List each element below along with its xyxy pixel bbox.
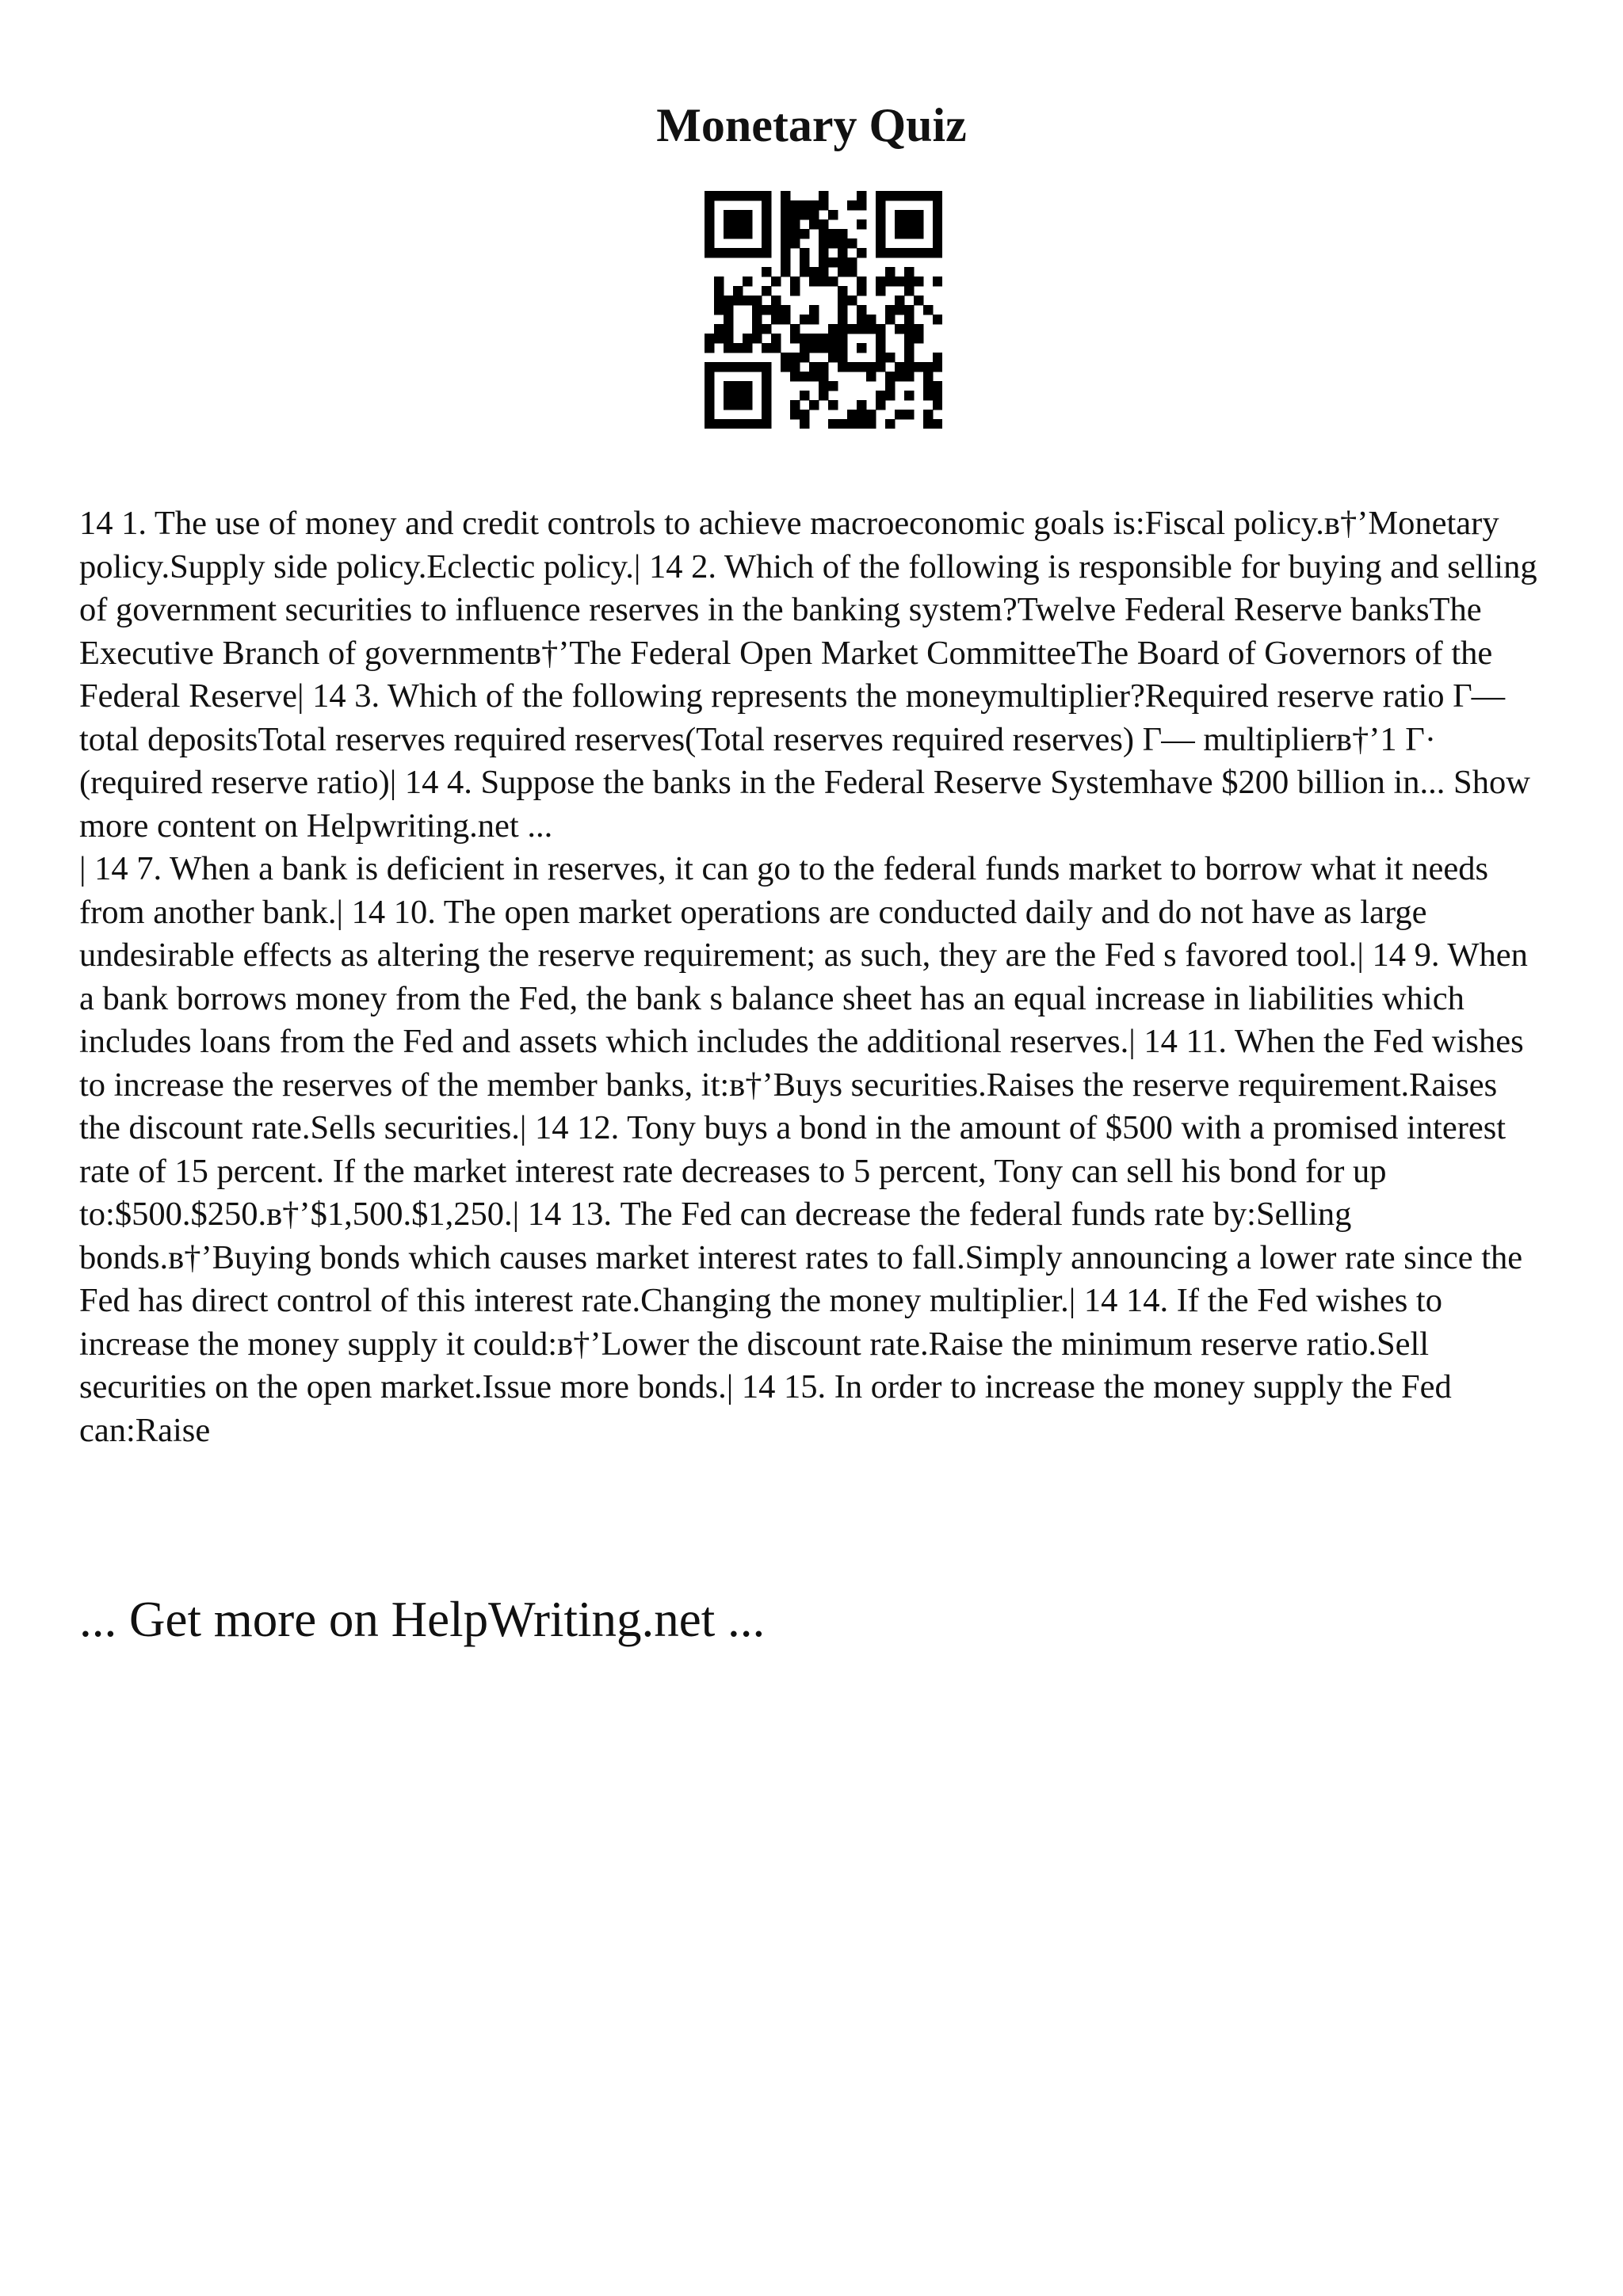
qr-code-icon — [705, 191, 942, 429]
qr-code-graphic — [705, 191, 942, 429]
get-more-link[interactable]: ... Get more on HelpWriting.net ... — [79, 1592, 766, 1647]
paragraph-1: 14 1. The use of money and credit controls to achieve macroeconomic goals is:Fiscal policy.в†’Monetary policy.Supply side policy.Eclectic policy.| 14 2. Which of the following is responsible for buying and selling of government securities to influence reserves in the banking system?Twelve Federal Reserve banksThe Executive Branch of governmentв†’The Federal Open Market CommitteeThe Board of Governors of the Federal Reserve| 14 3. Which of the following represents the moneymultiplier?Required reserve ratio Г— total depositsTotal reserves required reserves(Total reserves required reserves) Г— multiplierв†’1 Г· (required reserve ratio)| 14 4. Suppose the banks in the Federal Reserve Systemhave $200 billion in... Show more content on Helpwriting.net ... — [79, 505, 1537, 845]
paragraph-2: | 14 7. When a bank is deficient in reserves, it can go to the federal funds market to borrow what it needs from another bank.| 14 10. The open market operations are conducted daily and do not have as large undesirable effects as altering the reserve requirement; as such, they are the Fed s favored tool.| 14 9. When a bank borrows money from the Fed, the bank s balance sheet has an equal increase in liabilities which includes loans from the Fed and assets which includes the additional reserves.| 14 11. When the Fed wishes to increase the reserves of the member banks, it:в†’Buys securities.Raises the reserve requirement.Raises the discount rate.Sells securities.| 14 12. Tony buys a bond in the amount of $500 with a promised interest rate of 15 percent. If the market interest rate decreases to 5 percent, Tony can sell his bond for up to:$500.$250.в†’$1,500.$1,250.| 14 13. The Fed can decrease the federal funds rate by:Selling bonds.в†’Buying bonds which causes market interest rates to fall.Simply announcing a lower rate since the Fed has direct control of this interest rate.Changing the money multiplier.| 14 14. If the Fed wishes to increase the money supply it could:в†’Lower the discount rate.Raise the minimum reserve ratio.Sell securities on the open market.Issue more bonds.| 14 15. In order to increase the money supply the Fed can:Raise — [79, 850, 1528, 1449]
body-text — [79, 502, 1537, 1452]
page-title: Monetary Quiz — [656, 99, 967, 151]
